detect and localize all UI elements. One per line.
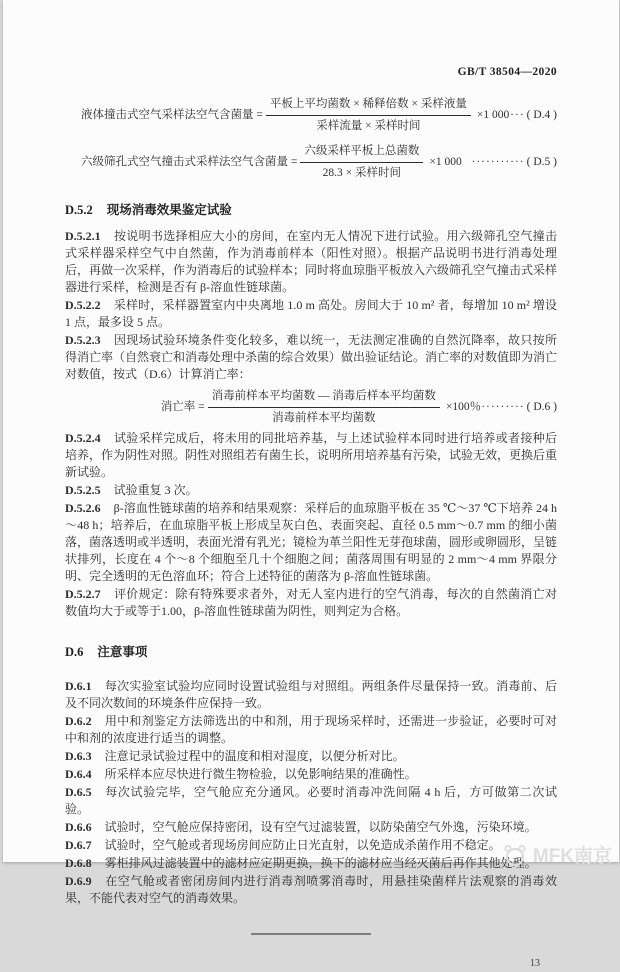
section-heading-d52 (65, 202, 557, 219)
clause-number: D.6.8 (65, 856, 92, 870)
clause-d67 (65, 837, 557, 854)
clause-text: 试验时，空气舱应保持密闭，设有空气过滤装置，以防染菌空气外逸，污染环境。 (104, 820, 537, 834)
clause-d526 (65, 500, 557, 585)
end-of-document-divider (251, 933, 371, 935)
clause-number: D.6.9 (65, 874, 92, 888)
watermark-text: MFK南京 (532, 846, 612, 867)
clause-number: D.5.2.4 (65, 431, 101, 445)
formula-d5-ref: ( D.5 ) (526, 155, 557, 168)
document-page (3, 0, 619, 969)
clause-text: 每次试验完毕，空气舱应充分通风。必要时消毒冲洗间隔 4 h 后，方可做第二次试验。 (65, 785, 557, 816)
clause-text: 因现场试验环境条件变化较多，难以统一，无法测定准确的自然沉降率，故只按所得消亡率（自然衰亡和消毒处理中杀菌的综合效果）做出验证结论。消亡率的对数值即为消亡对数值，按式（D.6）计算消亡率： (65, 333, 558, 381)
clause-d63 (65, 748, 557, 765)
section-d52-title: 现场消毒效果鉴定试验 (106, 203, 232, 217)
clause-number: D.6.6 (65, 820, 92, 834)
section-d52-number: D.5.2 (65, 203, 93, 217)
formula-d4-denominator: 采样流量 × 采样时间 (316, 120, 421, 132)
clause-d523 (65, 332, 557, 383)
clause-text: 试验时，空气舱或者现场房间应防止日光直射，以免造成杀菌作用不稳定。 (104, 838, 501, 852)
formula-d4-fraction (266, 95, 471, 135)
clause-text: 按说明书选择相应大小的房间，在室内无人情况下进行试验。用六级筛孔空气撞击式采样器采样空气中自然菌，作为消毒前样本（阳性对照）。根据产品说明书进行消毒处理后，再做一次采样，作为消毒后的试验样本；同时将血琼脂平板放入六级筛孔空气撞击式采样器进行采样，检测是否有 β-溶血性链球菌。 (65, 229, 558, 294)
formula-d5-dots: ··········· (471, 155, 525, 168)
clause-d524 (65, 430, 557, 481)
clause-d525 (65, 482, 557, 499)
formula-d5-multiplier: ×1 000 (429, 155, 462, 168)
formula-d6-denominator: 消毒前样本平均菌数 (272, 412, 376, 424)
formula-d6-ref: ( D.6 ) (526, 400, 557, 413)
clause-text: β-溶血性链球菌的培养和结果观察：采样后的血琼脂平板在 35 ℃～37 ℃下培养 24 h～48 h；培养后，在血琼脂平板上形成呈灰白色、表面突起、直径 0.5 mm～0.7 mm 的细小菌落，菌落透明或半透明，表面光滑有乳光；镜检为革兰阳性无芽孢球菌，圆形或卵圆形，呈链状排列，长度在 4 个～8 个细胞至几十个细胞之间；菌落周围有明显的 2 mm～4 mm 界限分明、完全透明的无色溶血环；符合上述特征的菌落为 β-溶血性链球菌。 (65, 501, 558, 583)
formula-d4-numerator: 平板上平均菌数 × 稀释倍数 × 采样液量 (266, 95, 471, 116)
formula-d4-ref: ( D.4 ) (526, 108, 557, 121)
clause-d66 (65, 819, 557, 836)
clause-text: 评价规定：除有特殊要求者外，对无人室内进行的空气消毒，每次的自然菌消亡对数值均大于或等于1.00，β-溶血性链球菌为阴性，则判定为合格。 (65, 587, 557, 618)
page-content (3, 64, 619, 972)
clause-d65 (65, 784, 557, 818)
clause-number: D.6.1 (65, 679, 92, 693)
clause-d64 (65, 766, 557, 783)
formula-d5-fraction (300, 142, 423, 182)
clause-number: D.5.2.3 (65, 333, 101, 347)
clause-text: 用中和剂鉴定方法筛选出的中和剂，用于现场采样时，还需进一步验证，必要时可对中和剂的浓度进行适当的调整。 (65, 714, 557, 745)
clause-d61 (65, 678, 557, 712)
formula-d5-numerator: 六级采样平板上总菌数 (300, 142, 423, 163)
clause-text: 试验重复 3 次。 (113, 483, 198, 497)
formula-d6-fraction (208, 387, 440, 427)
clause-d62 (65, 713, 557, 747)
formula-d6-multiplier: ×100％ (445, 400, 482, 413)
clause-number: D.5.2.2 (65, 298, 101, 312)
formula-d5 (65, 142, 557, 182)
formula-d4-multiplier: ×1 000 (476, 108, 510, 121)
section-d6-title: 注意事项 (97, 645, 148, 659)
watermark (502, 841, 612, 868)
formula-d4 (65, 95, 557, 135)
clause-text: 注意记录试验过程中的温度和相对湿度，以便分析对比。 (104, 749, 405, 763)
clause-number: D.6.5 (65, 785, 92, 799)
clause-number: D.6.4 (65, 767, 92, 781)
clause-d69 (65, 873, 557, 907)
formula-d5-label: 六级筛孔式空气撞击式采样法空气含菌量 = (81, 155, 298, 168)
clause-number: D.5.2.1 (65, 229, 101, 243)
clause-text: 采样时，采样器置室内中央离地 1.0 m 高处。房间大于 10 m² 者，每增加 10 m² 增设 1 点，最多设 5 点。 (65, 298, 557, 329)
formula-d5-denominator: 28.3 × 采样时间 (322, 167, 402, 179)
formula-d4-dots: ··· (510, 108, 525, 121)
formula-d6-numerator: 消毒前样本平均菌数 — 消毒后样本平均菌数 (208, 387, 440, 408)
clause-d68 (65, 855, 557, 872)
mfk-logo-icon (502, 842, 528, 868)
clause-text: 所采样本应尽快进行微生物检验，以免影响结果的准确性。 (104, 767, 417, 781)
clause-text: 每次实验室试验均应同时设置试验组与对照组。两组条件尽量保持一致。消毒前、后及不同次数间的环境条件应保持一致。 (65, 679, 557, 710)
clause-number: D.6.7 (65, 838, 92, 852)
formula-d6 (65, 387, 557, 427)
clause-text: 在空气舱或者密闭房间内进行消毒剂喷雾消毒时，用悬挂染菌样片法观察的消毒效果，不能代表对空气的消毒效果。 (65, 874, 557, 905)
formula-d6-dots: ········· (481, 400, 525, 413)
clause-number: D.5.2.5 (65, 483, 101, 497)
clause-number: D.6.2 (65, 714, 92, 728)
clause-number: D.6.3 (65, 749, 92, 763)
section-heading-d6 (65, 644, 557, 661)
clause-text: 雾柜排风过滤装置中的滤材应定期更换，换下的滤材应当经灭菌后再作其他处理。 (104, 856, 537, 870)
clause-d522 (65, 297, 557, 331)
clause-d521 (65, 228, 557, 296)
section-d6-number: D.6 (65, 645, 84, 659)
clause-d527 (65, 586, 557, 620)
clause-number: D.5.2.6 (65, 501, 101, 515)
clause-text: 试验采样完成后，将未用的同批培养基，与上述试验样本同时进行培养或者接种后培养，作为阴性对照。阴性对照组若有菌生长，说明所用培养基有污染，试验无效，更换后重新试验。 (65, 431, 558, 479)
formula-d4-label: 液体撞击式空气采样法空气含菌量 = (81, 108, 263, 121)
clause-number: D.5.2.7 (65, 587, 101, 601)
page-number: 13 (530, 958, 540, 969)
formula-d6-label: 消亡率 = (160, 400, 205, 413)
standard-number-header: GB/T 38504—2020 (457, 66, 557, 78)
